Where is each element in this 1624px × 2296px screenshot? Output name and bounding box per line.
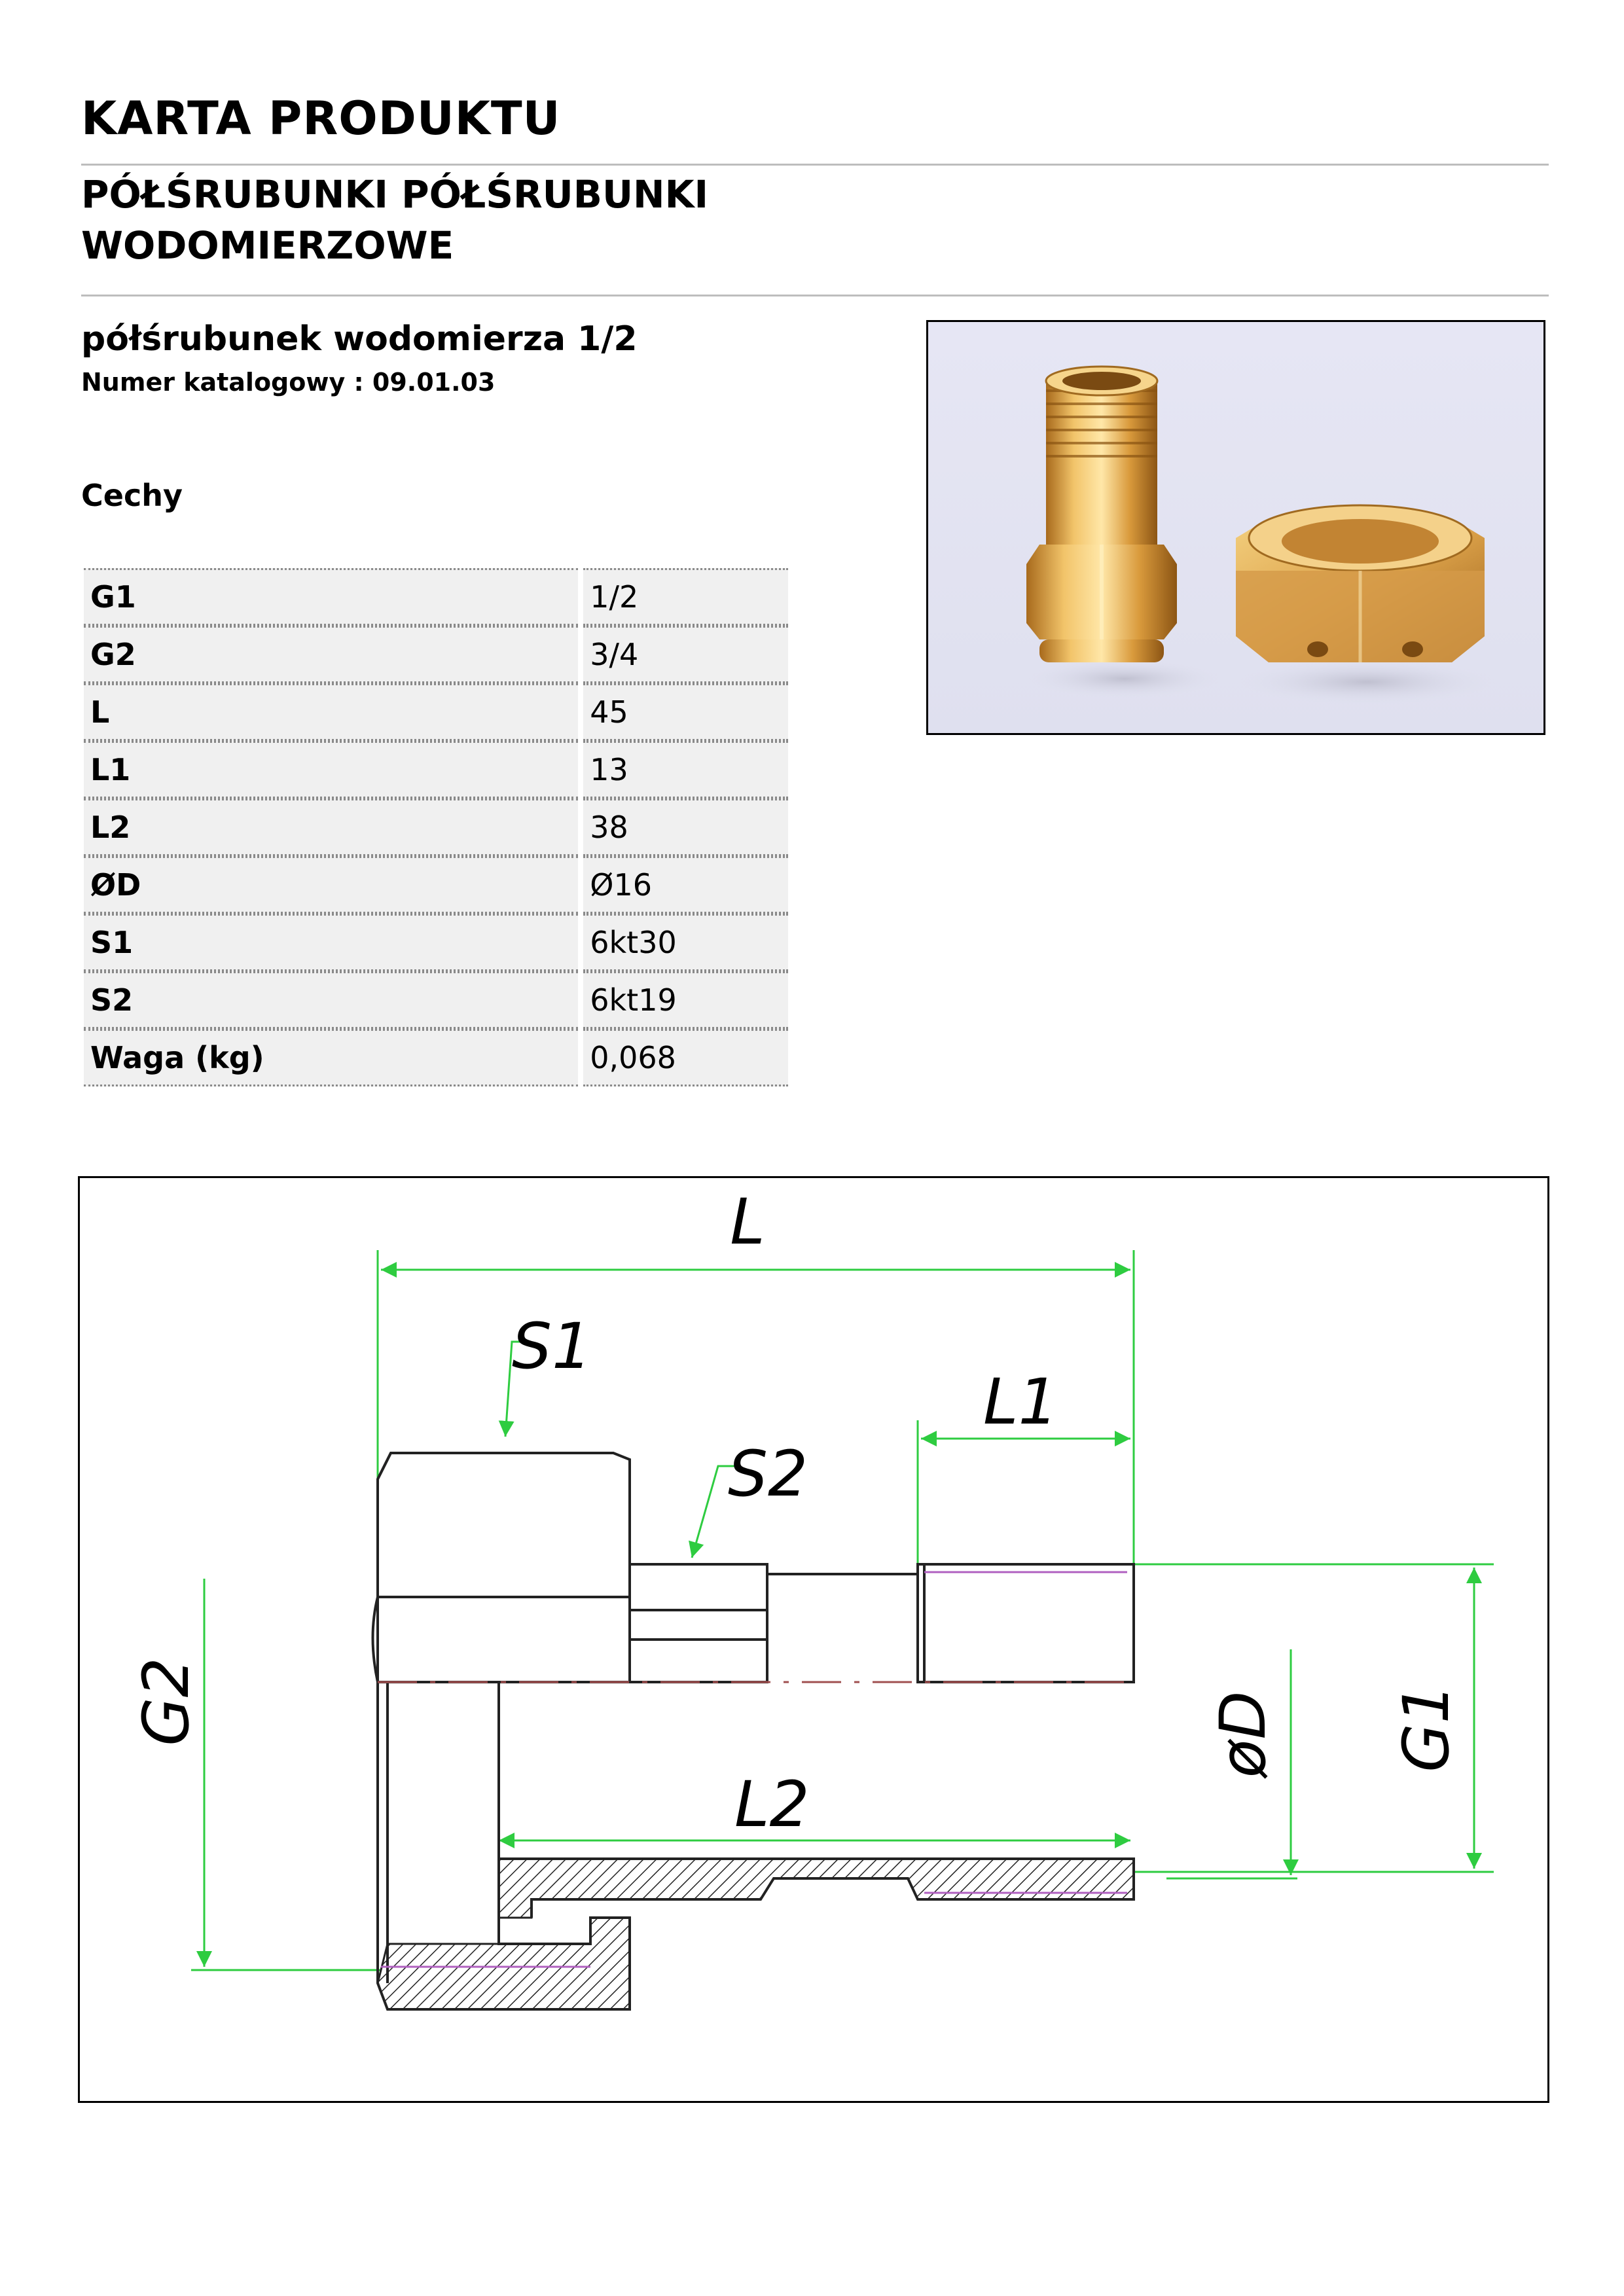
spec-value: 6kt19: [583, 971, 788, 1029]
spec-key: L: [84, 683, 578, 741]
table-row: [84, 1029, 788, 1086]
spec-value: 1/2: [583, 568, 788, 626]
spec-value: 6kt30: [583, 914, 788, 971]
product-photo: [926, 320, 1545, 735]
spec-key: L1: [84, 741, 578, 798]
spec-key: G1: [84, 568, 578, 626]
spec-value: 3/4: [583, 626, 788, 683]
product-name: półśrubunek wodomierza 1/2: [81, 319, 638, 359]
table-row: [84, 856, 788, 914]
spec-key: L2: [84, 798, 578, 856]
technical-drawing: [78, 1176, 1549, 2103]
dim-label-G1: G1: [1390, 1683, 1463, 1772]
dimension-drawing: [80, 1178, 1547, 2101]
divider: [81, 295, 1549, 296]
spec-value: 13: [583, 741, 788, 798]
spec-table: [79, 568, 793, 1086]
spec-key: S1: [84, 914, 578, 971]
dim-label-S1: S1: [512, 1310, 592, 1383]
divider: [81, 164, 1549, 166]
dim-label-D: øD: [1206, 1691, 1280, 1778]
catalog-number: Numer katalogowy : 09.01.03: [81, 368, 496, 397]
table-row: [84, 741, 788, 798]
features-heading: Cechy: [81, 478, 183, 513]
document-title: KARTA PRODUKTU: [81, 92, 561, 145]
dim-label-L2: L2: [734, 1768, 810, 1841]
spec-value: Ø16: [583, 856, 788, 914]
table-row: [84, 626, 788, 683]
table-row: [84, 914, 788, 971]
category-line-1: PÓŁŚRUBUNKI PÓŁŚRUBUNKI: [81, 172, 709, 217]
category-line-2: WODOMIERZOWE: [81, 223, 454, 268]
spec-key: ØD: [84, 856, 578, 914]
spec-key: S2: [84, 971, 578, 1029]
spec-value: 0,068: [583, 1029, 788, 1086]
table-row: [84, 798, 788, 856]
table-row: [84, 568, 788, 626]
dim-label-L: L: [730, 1185, 765, 1259]
product-category: [81, 169, 932, 271]
table-row: [84, 971, 788, 1029]
spec-key: Waga (kg): [84, 1029, 578, 1086]
spec-key: G2: [84, 626, 578, 683]
dim-label-L1: L1: [983, 1365, 1058, 1439]
dim-label-G2: G2: [130, 1657, 203, 1746]
table-row: [84, 683, 788, 741]
brass-fitting-image: [928, 322, 1543, 733]
spec-value: 38: [583, 798, 788, 856]
dim-label-S2: S2: [728, 1437, 808, 1511]
spec-value: 45: [583, 683, 788, 741]
